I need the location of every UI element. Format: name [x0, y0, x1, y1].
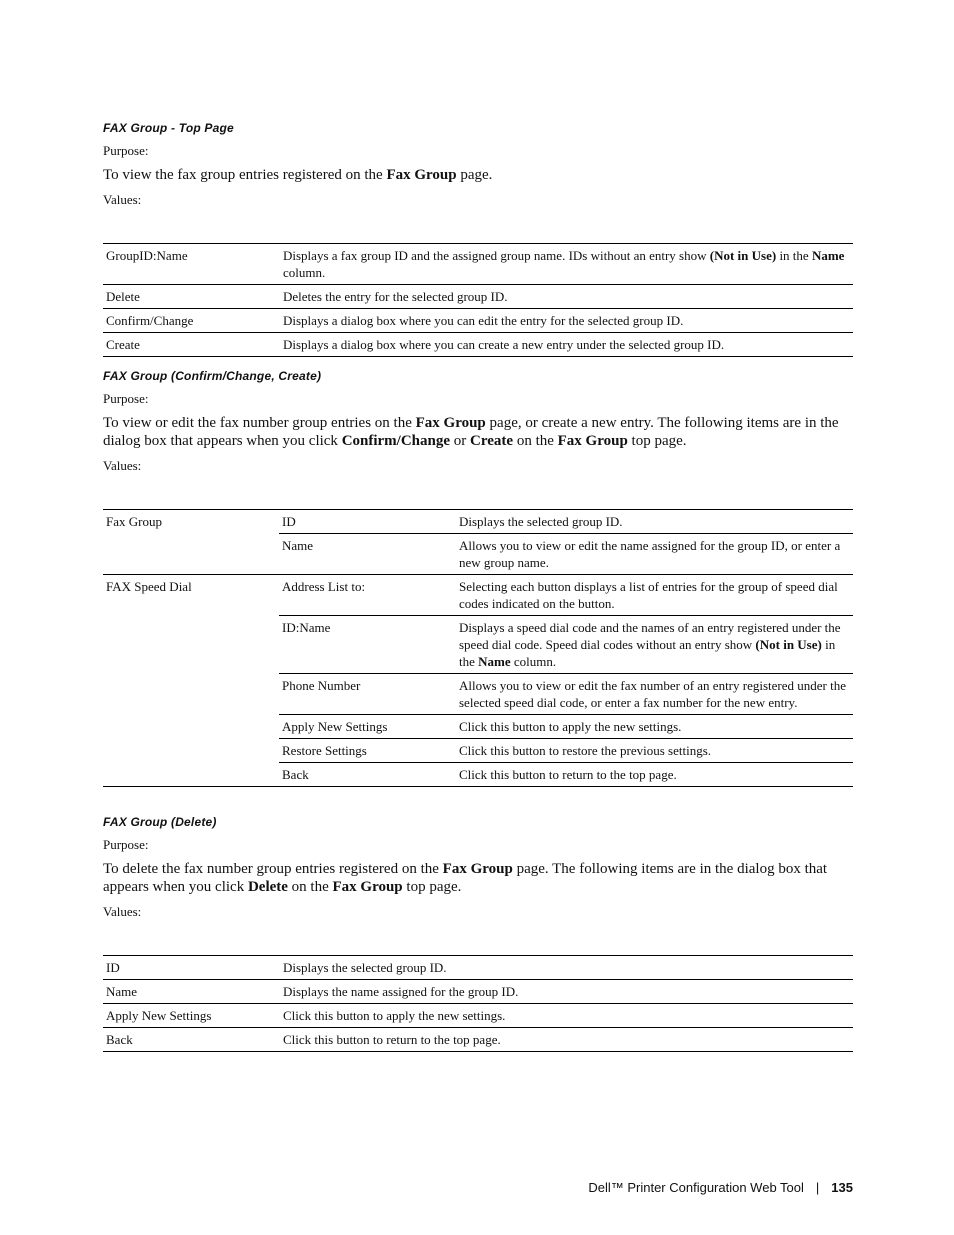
value-name: Apply New Settings [103, 1004, 280, 1028]
purpose-text: To view or edit the fax number group entries on the Fax Group page, or create a new entry. The following items are in the dialog box that appears when you click Confirm/Change or Create on the Fax Group top page. [103, 415, 839, 449]
value-description: Allows you to view or edit the name assigned for the group ID, or enter a new group name. [456, 534, 853, 575]
values-label: Values: [103, 904, 142, 919]
value-name: Name [279, 534, 456, 575]
section-heading-delete: FAX Group (Delete) [103, 815, 217, 829]
table-row [103, 244, 853, 285]
value-name: ID [103, 956, 280, 980]
value-name: Address List to: [279, 575, 456, 616]
value-name: Restore Settings [279, 739, 456, 763]
table-row [103, 980, 853, 1004]
purpose-text: To view the fax group entries registered on the Fax Group page. [103, 167, 493, 183]
value-name: Back [103, 1028, 280, 1052]
value-description: Displays the name assigned for the group ID. [280, 980, 853, 1004]
value-description: Displays a fax group ID and the assigned group name. IDs without an entry show (Not in Use) in the Name column. [280, 244, 853, 285]
value-name: Phone Number [279, 674, 456, 715]
purpose-text: To delete the fax number group entries registered on the Fax Group page. The following items are in the dialog box that appears when you click Delete on the Fax Group top page. [103, 861, 828, 895]
table-row [103, 285, 853, 309]
page-number: 135 [831, 1180, 853, 1195]
table-row [103, 575, 853, 616]
value-description: Deletes the entry for the selected group ID. [280, 285, 853, 309]
value-description: Displays a speed dial code and the names of an entry registered under the speed dial code. Speed dial codes without an entry show (Not in Use) in the Name column. [456, 616, 853, 674]
table-row [103, 1004, 853, 1028]
value-name: Apply New Settings [279, 715, 456, 739]
value-description: Displays a dialog box where you can create a new entry under the selected group ID. [280, 333, 853, 357]
values-table-confirm-change-create [103, 509, 853, 787]
value-description: Click this button to return to the top page. [456, 763, 853, 787]
section-heading-top-page: FAX Group - Top Page [103, 121, 234, 135]
purpose-label: Purpose: [103, 837, 149, 852]
group-name: FAX Speed Dial [103, 575, 279, 787]
value-name: Confirm/Change [103, 309, 280, 333]
values-table-top-page [103, 243, 853, 357]
value-name: ID [279, 510, 456, 534]
value-name: Back [279, 763, 456, 787]
value-name: GroupID:Name [103, 244, 280, 285]
value-name: Delete [103, 285, 280, 309]
table-row [103, 333, 853, 357]
value-description: Click this button to apply the new settings. [280, 1004, 853, 1028]
values-label: Values: [103, 192, 142, 207]
value-description: Selecting each button displays a list of entries for the group of speed dial codes indicated on the button. [456, 575, 853, 616]
purpose-label: Purpose: [103, 143, 149, 158]
value-description: Click this button to return to the top page. [280, 1028, 853, 1052]
table-row [103, 309, 853, 333]
footer-title: Dell™ Printer Configuration Web Tool [588, 1180, 804, 1195]
value-name: ID:Name [279, 616, 456, 674]
footer-separator: | [815, 1180, 820, 1195]
values-label: Values: [103, 458, 142, 473]
page-footer [588, 1180, 853, 1195]
value-description: Click this button to restore the previous settings. [456, 739, 853, 763]
value-description: Click this button to apply the new settings. [456, 715, 853, 739]
value-description: Displays the selected group ID. [456, 510, 853, 534]
value-description: Displays a dialog box where you can edit the entry for the selected group ID. [280, 309, 853, 333]
value-description: Allows you to view or edit the fax number of an entry registered under the selected speed dial code, or enter a fax number for the new entry. [456, 674, 853, 715]
value-name: Create [103, 333, 280, 357]
values-table-delete [103, 955, 853, 1052]
value-description: Displays the selected group ID. [280, 956, 853, 980]
group-name: Fax Group [103, 510, 279, 575]
table-row [103, 956, 853, 980]
table-row [103, 510, 853, 534]
section-heading-confirm-change-create: FAX Group (Confirm/Change, Create) [103, 369, 322, 383]
purpose-label: Purpose: [103, 391, 149, 406]
table-row [103, 1028, 853, 1052]
value-name: Name [103, 980, 280, 1004]
